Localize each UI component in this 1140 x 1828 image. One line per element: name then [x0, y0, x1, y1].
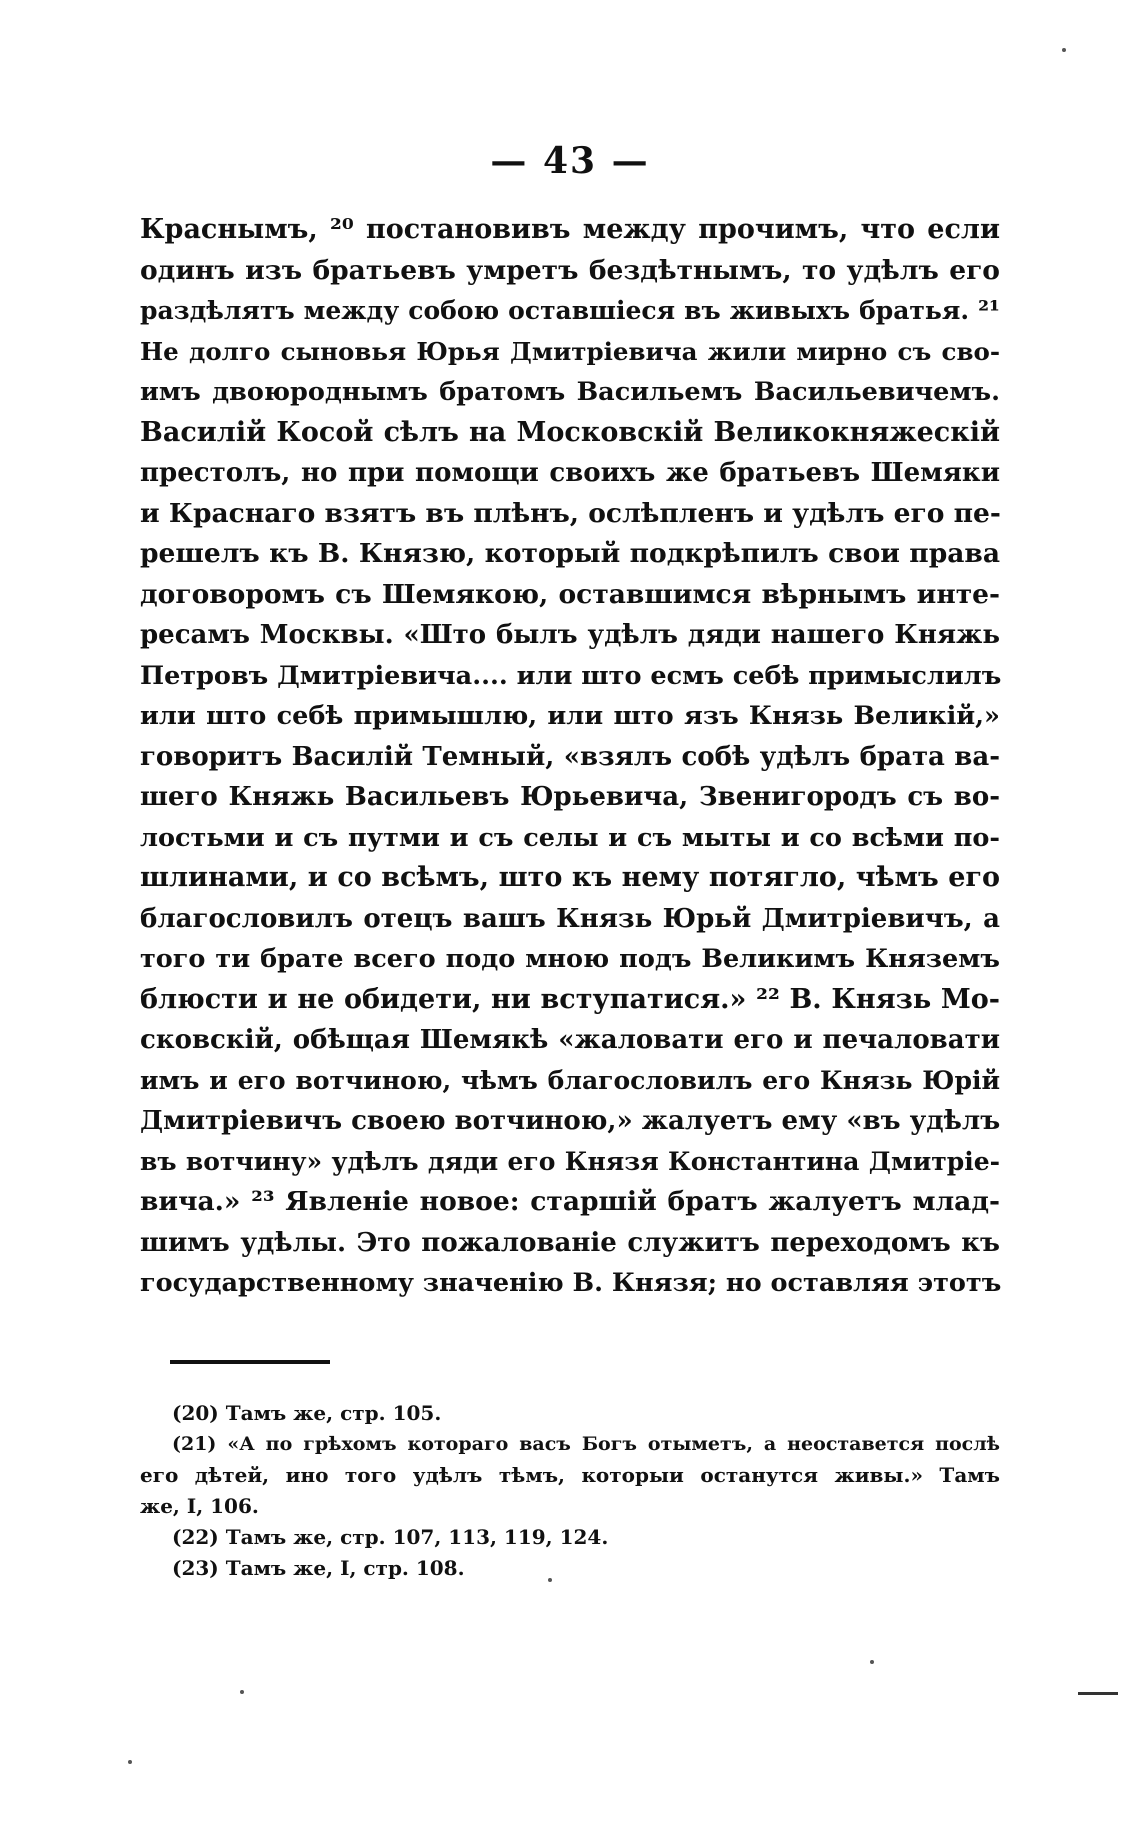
text-line: одинъ изъ братьевъ умретъ бездѣтнымъ, то удѣлъ его — [140, 254, 1000, 286]
text-line: въ вотчину» удѣлъ дяди его Князя Константина Дмитріе- — [140, 1146, 1000, 1176]
scan-speck — [1062, 48, 1066, 52]
scan-speck — [240, 1690, 244, 1694]
text-line: лостьми и съ путми и съ селы и съ мыты и со всѣми по- — [140, 822, 1000, 853]
text-line: говоритъ Василій Темный, «взялъ собѣ удѣлъ брата ва- — [140, 741, 1000, 772]
text-line: шего Княжь Васильевъ Юрьевича, Звенигородъ съ во- — [140, 782, 1000, 812]
text-line: сковскій, обѣщая Шемякѣ «жаловати его и печаловати — [140, 1025, 1000, 1055]
footnote-21-continuation: же, I, 106. — [140, 1494, 259, 1518]
text-line: государственному значенію В. Князя; но оставляя этотъ — [140, 1268, 1002, 1298]
text-line: престолъ, но при помощи своихъ же братьевъ Шемяки — [140, 458, 1000, 488]
footnote-23: (23) Тамъ же, I, стр. 108. — [172, 1556, 465, 1580]
footnote-21-continuation: его дѣтей, ино того удѣлъ тѣмъ, которыи останутся живы.» Тамъ — [140, 1463, 1000, 1487]
text-line: благословилъ отецъ вашъ Князь Юрьй Дмитріевичъ, а — [140, 903, 1000, 934]
text-line: имъ и его вотчиною, чѣмъ благословилъ его Князь Юрій — [140, 1065, 1000, 1095]
footnote-22: (22) Тамъ же, стр. 107, 113, 119, 124. — [172, 1525, 609, 1549]
text-line: имъ двоюроднымъ братомъ Васильемъ Васильевичемъ. — [140, 377, 1000, 407]
text-line: шлинами, и со всѣмъ, што къ нему потягло, чѣмъ его — [140, 862, 1000, 893]
text-line: или што себѣ примышлю, или што язъ Князь Великій,» — [140, 701, 1000, 731]
text-line: Василій Косой сѣлъ на Московскій Великокняжескій — [140, 416, 1000, 448]
text-line: шимъ удѣлы. Это пожалованіе служитъ переходомъ къ — [140, 1227, 1000, 1258]
text-line: ресамъ Москвы. «Што былъ удѣлъ дяди нашего Княжь — [140, 620, 1000, 650]
text-line: Дмитріевичъ своею вотчиною,» жалуетъ ему «въ удѣлъ — [140, 1106, 1001, 1136]
text-line: того ти брате всего подо мною подъ Великимъ Княземъ — [140, 944, 1000, 974]
text-line: Не долго сыновья Юрья Дмитріевича жили мирно съ сво- — [140, 336, 1000, 366]
text-line: Петровъ Дмитріевича.... или што есмъ себѣ примыслилъ — [140, 660, 1002, 691]
scan-speck — [128, 1760, 132, 1764]
text-line: вича.» ²³ Явленіе новое: старшій братъ жалуетъ млад- — [140, 1186, 1000, 1217]
footnotes — [140, 1398, 1000, 1584]
scan-speck — [870, 1660, 874, 1664]
footnote-20: (20) Тамъ же, стр. 105. — [172, 1401, 442, 1425]
footnote-21: (21) «А по грѣхомъ котораго васъ Богъ отыметъ, а неоставется послѣ — [172, 1433, 1000, 1455]
text-line: блюсти и не обидети, ни вступатися.» ²² В. Князь Мо- — [140, 983, 1000, 1015]
text-line: Краснымъ, ²⁰ постановивъ между прочимъ, что если — [140, 214, 1000, 245]
scan-speck — [548, 1578, 552, 1582]
text-line: договоромъ съ Шемякою, оставшимся вѣрнымъ инте- — [140, 578, 1000, 610]
footnote-rule — [170, 1360, 330, 1364]
text-line: решелъ къ В. Князю, который подкрѣпилъ свои права — [140, 538, 1000, 569]
text-line: и Краснаго взятъ въ плѣнъ, ослѣпленъ и удѣлъ его пе- — [140, 497, 1001, 529]
body-text — [140, 210, 1000, 1304]
scan-mark — [1078, 1692, 1118, 1695]
page-number: — 43 — — [490, 140, 650, 182]
text-line: раздѣлятъ между собою оставшіеся въ живыхъ братья. ²¹ — [140, 296, 1000, 325]
